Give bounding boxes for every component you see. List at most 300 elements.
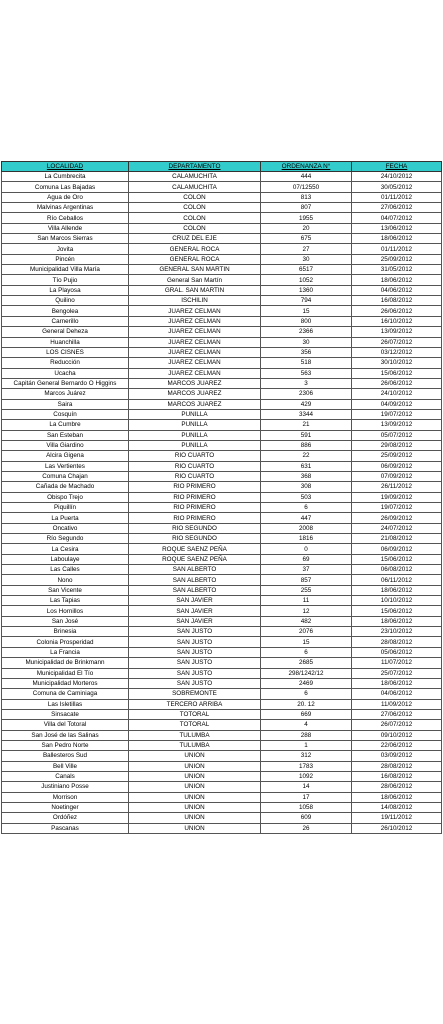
cell-departamento: PUNILLA [129, 420, 261, 430]
cell-departamento: GRAL. SAN MARTIN [129, 285, 261, 295]
cell-departamento: SAN ALBERTO [129, 585, 261, 595]
cell-fecha: 26/10/2012 [352, 823, 442, 833]
cell-localidad: La Cumbre [2, 420, 129, 430]
table-row [2, 409, 442, 419]
cell-ordenanza: 503 [261, 492, 352, 502]
cell-localidad: Oncativo [2, 523, 129, 533]
table-row [2, 668, 442, 678]
cell-ordenanza: 298/1242/12 [261, 668, 352, 678]
cell-localidad: Las Tapias [2, 596, 129, 606]
table-row [2, 203, 442, 213]
cell-fecha: 04/07/2012 [352, 213, 442, 223]
cell-ordenanza: 886 [261, 440, 352, 450]
table-row [2, 482, 442, 492]
cell-ordenanza: 1052 [261, 275, 352, 285]
cell-localidad: Municipalidad de Brinkmann [2, 658, 129, 668]
cell-departamento: JUAREZ CELMAN [129, 306, 261, 316]
cell-departamento: TERCERO ARRIBA [129, 699, 261, 709]
table-row [2, 647, 442, 657]
cell-departamento: SAN JUSTO [129, 668, 261, 678]
table-row [2, 730, 442, 740]
cell-ordenanza: 6517 [261, 265, 352, 275]
cell-ordenanza: 1955 [261, 213, 352, 223]
cell-ordenanza: 312 [261, 751, 352, 761]
cell-fecha: 04/09/2012 [352, 399, 442, 409]
table-row [2, 368, 442, 378]
table-row [2, 751, 442, 761]
cell-ordenanza: 4 [261, 720, 352, 730]
cell-localidad: Pincén [2, 254, 129, 264]
cell-departamento: JUAREZ CELMAN [129, 337, 261, 347]
cell-fecha: 31/05/2012 [352, 265, 442, 275]
cell-fecha: 27/06/2012 [352, 709, 442, 719]
table-row [2, 254, 442, 264]
cell-departamento: GENERAL SAN MARTIN [129, 265, 261, 275]
cell-departamento: ROQUE SAENZ PEÑA [129, 544, 261, 554]
cell-departamento: SOBREMONTE [129, 689, 261, 699]
table-row [2, 306, 442, 316]
cell-localidad: Justiniano Posse [2, 782, 129, 792]
cell-localidad: Río Ceballos [2, 213, 129, 223]
cell-localidad: Las Calles [2, 565, 129, 575]
cell-localidad: La Cesira [2, 544, 129, 554]
cell-departamento: SAN JUSTO [129, 627, 261, 637]
cell-fecha: 26/06/2012 [352, 378, 442, 388]
cell-ordenanza: 21 [261, 420, 352, 430]
header-fecha: FECHA [352, 162, 442, 172]
cell-fecha: 26/06/2012 [352, 306, 442, 316]
cell-departamento: RIO PRIMERO [129, 513, 261, 523]
cell-fecha: 05/07/2012 [352, 430, 442, 440]
cell-ordenanza: 2685 [261, 658, 352, 668]
table-row [2, 192, 442, 202]
cell-ordenanza: 15 [261, 637, 352, 647]
table-row [2, 575, 442, 585]
cell-departamento: JUAREZ CELMAN [129, 316, 261, 326]
table-row [2, 378, 442, 388]
cell-departamento: UNION [129, 802, 261, 812]
cell-localidad: Municipalidad El Tío [2, 668, 129, 678]
cell-localidad: San Esteban [2, 430, 129, 440]
table-row [2, 658, 442, 668]
table-row [2, 389, 442, 399]
cell-localidad: Municipalidad Morteros [2, 678, 129, 688]
cell-ordenanza: 1816 [261, 534, 352, 544]
table-row [2, 616, 442, 626]
cell-departamento: SAN JUSTO [129, 647, 261, 657]
cell-fecha: 26/07/2012 [352, 720, 442, 730]
cell-fecha: 18/06/2012 [352, 616, 442, 626]
cell-fecha: 13/09/2012 [352, 327, 442, 337]
cell-localidad: Ordóñez [2, 813, 129, 823]
cell-ordenanza: 22 [261, 451, 352, 461]
cell-fecha: 24/10/2012 [352, 389, 442, 399]
cell-ordenanza: 6 [261, 647, 352, 657]
table-row [2, 296, 442, 306]
cell-localidad: Bengolea [2, 306, 129, 316]
cell-departamento: UNION [129, 771, 261, 781]
table-row [2, 596, 442, 606]
cell-ordenanza: 288 [261, 730, 352, 740]
cell-ordenanza: 30 [261, 254, 352, 264]
cell-departamento: ROQUE SAENZ PEÑA [129, 554, 261, 564]
cell-ordenanza: 631 [261, 461, 352, 471]
cell-ordenanza: 69 [261, 554, 352, 564]
table-row [2, 534, 442, 544]
cell-fecha: 28/08/2012 [352, 637, 442, 647]
table-row [2, 771, 442, 781]
table-row [2, 265, 442, 275]
cell-departamento: CRUZ DEL EJE [129, 234, 261, 244]
cell-localidad: San José [2, 616, 129, 626]
cell-localidad: Las Vertientes [2, 461, 129, 471]
cell-ordenanza: 1058 [261, 802, 352, 812]
cell-localidad: Cosquín [2, 409, 129, 419]
cell-departamento: RIO CUARTO [129, 451, 261, 461]
cell-ordenanza: 07/12550 [261, 182, 352, 192]
cell-departamento: SAN JUSTO [129, 678, 261, 688]
table-row [2, 637, 442, 647]
cell-departamento: PUNILLA [129, 409, 261, 419]
cell-departamento: COLON [129, 192, 261, 202]
cell-fecha: 15/06/2012 [352, 554, 442, 564]
cell-departamento: CALAMUCHITA [129, 182, 261, 192]
header-departamento: DEPARTAMENTO [129, 162, 261, 172]
cell-fecha: 30/05/2012 [352, 182, 442, 192]
cell-fecha: 27/06/2012 [352, 203, 442, 213]
cell-departamento: PUNILLA [129, 430, 261, 440]
cell-ordenanza: 3 [261, 378, 352, 388]
cell-ordenanza: 356 [261, 347, 352, 357]
cell-localidad: San Vicente [2, 585, 129, 595]
cell-departamento: RIO CUARTO [129, 461, 261, 471]
cell-departamento: GENERAL ROCA [129, 254, 261, 264]
table-row [2, 451, 442, 461]
cell-fecha: 09/10/2012 [352, 730, 442, 740]
cell-ordenanza: 6 [261, 689, 352, 699]
cell-departamento: RIO PRIMERO [129, 482, 261, 492]
header-localidad: LOCALIDAD [2, 162, 129, 172]
table-row [2, 585, 442, 595]
table-row [2, 699, 442, 709]
cell-departamento: RIO PRIMERO [129, 492, 261, 502]
cell-fecha: 26/07/2012 [352, 337, 442, 347]
cell-fecha: 18/06/2012 [352, 234, 442, 244]
cell-localidad: Cañada de Machado [2, 482, 129, 492]
cell-ordenanza: 27 [261, 244, 352, 254]
table-row [2, 234, 442, 244]
cell-departamento: CALAMUCHITA [129, 172, 261, 182]
table-row [2, 275, 442, 285]
cell-localidad: San Marcos Sierras [2, 234, 129, 244]
cell-fecha: 16/08/2012 [352, 771, 442, 781]
cell-localidad: Noetinger [2, 802, 129, 812]
table-row [2, 678, 442, 688]
cell-ordenanza: 26 [261, 823, 352, 833]
table-row [2, 461, 442, 471]
table-row [2, 720, 442, 730]
cell-ordenanza: 12 [261, 606, 352, 616]
cell-fecha: 25/09/2012 [352, 451, 442, 461]
cell-ordenanza: 2469 [261, 678, 352, 688]
table-row [2, 440, 442, 450]
cell-ordenanza: 800 [261, 316, 352, 326]
cell-fecha: 01/11/2012 [352, 244, 442, 254]
cell-fecha: 11/09/2012 [352, 699, 442, 709]
cell-localidad: Colonia Prosperidad [2, 637, 129, 647]
cell-fecha: 14/08/2012 [352, 802, 442, 812]
cell-departamento: UNION [129, 823, 261, 833]
table-row [2, 503, 442, 513]
cell-departamento: UNION [129, 751, 261, 761]
cell-ordenanza: 15 [261, 306, 352, 316]
cell-localidad: Bell Ville [2, 761, 129, 771]
table-row [2, 172, 442, 182]
cell-localidad: Malvinas Argentinas [2, 203, 129, 213]
cell-fecha: 22/06/2012 [352, 740, 442, 750]
table-row [2, 285, 442, 295]
cell-fecha: 21/08/2012 [352, 534, 442, 544]
cell-departamento: JUAREZ CELMAN [129, 358, 261, 368]
cell-localidad: Río Segundo [2, 534, 129, 544]
cell-localidad: Municipalidad Villa María [2, 265, 129, 275]
cell-departamento: UNION [129, 761, 261, 771]
cell-ordenanza: 255 [261, 585, 352, 595]
cell-ordenanza: 20. 12 [261, 699, 352, 709]
cell-localidad: Alcira Gigena [2, 451, 129, 461]
cell-departamento: SAN ALBERTO [129, 575, 261, 585]
cell-ordenanza: 11 [261, 596, 352, 606]
table-row [2, 471, 442, 481]
cell-localidad: La Playosa [2, 285, 129, 295]
cell-localidad: Comuna de Caminiaga [2, 689, 129, 699]
cell-fecha: 06/11/2012 [352, 575, 442, 585]
cell-ordenanza: 2366 [261, 327, 352, 337]
cell-fecha: 16/08/2012 [352, 296, 442, 306]
cell-fecha: 24/10/2012 [352, 172, 442, 182]
cell-departamento: General San Martín [129, 275, 261, 285]
cell-departamento: SAN JUSTO [129, 658, 261, 668]
cell-localidad: Los Hornillos [2, 606, 129, 616]
cell-ordenanza: 482 [261, 616, 352, 626]
cell-localidad: San José de las Salinas [2, 730, 129, 740]
table-row [2, 347, 442, 357]
cell-departamento: RIO PRIMERO [129, 503, 261, 513]
cell-localidad: Piquillín [2, 503, 129, 513]
cell-localidad: La Cumbrecita [2, 172, 129, 182]
cell-localidad: La Francia [2, 647, 129, 657]
cell-departamento: GENERAL ROCA [129, 244, 261, 254]
cell-ordenanza: 14 [261, 782, 352, 792]
cell-fecha: 16/10/2012 [352, 316, 442, 326]
cell-localidad: Canals [2, 771, 129, 781]
cell-departamento: UNION [129, 782, 261, 792]
cell-fecha: 10/10/2012 [352, 596, 442, 606]
cell-localidad: La Puerta [2, 513, 129, 523]
cell-fecha: 03/12/2012 [352, 347, 442, 357]
cell-departamento: PUNILLA [129, 440, 261, 450]
cell-fecha: 18/06/2012 [352, 275, 442, 285]
table-row [2, 627, 442, 637]
cell-departamento: TULUMBA [129, 730, 261, 740]
table-row [2, 492, 442, 502]
cell-departamento: RIO SEGUNDO [129, 523, 261, 533]
cell-localidad: Obispo Trejo [2, 492, 129, 502]
table-row [2, 244, 442, 254]
cell-localidad: Brinesia [2, 627, 129, 637]
cell-ordenanza: 6 [261, 503, 352, 513]
cell-fecha: 15/06/2012 [352, 606, 442, 616]
cell-fecha: 26/09/2012 [352, 513, 442, 523]
cell-departamento: MARCOS JUAREZ [129, 378, 261, 388]
cell-ordenanza: 17 [261, 792, 352, 802]
cell-localidad: Villa del Totoral [2, 720, 129, 730]
cell-ordenanza: 0 [261, 544, 352, 554]
cell-ordenanza: 563 [261, 368, 352, 378]
table-row [2, 182, 442, 192]
table-row [2, 513, 442, 523]
cell-localidad: Saira [2, 399, 129, 409]
cell-ordenanza: 1 [261, 740, 352, 750]
cell-fecha: 06/09/2012 [352, 461, 442, 471]
cell-ordenanza: 591 [261, 430, 352, 440]
cell-localidad: Quilino [2, 296, 129, 306]
table-row [2, 792, 442, 802]
cell-fecha: 13/09/2012 [352, 420, 442, 430]
cell-fecha: 19/07/2012 [352, 503, 442, 513]
cell-fecha: 19/11/2012 [352, 813, 442, 823]
table-row [2, 213, 442, 223]
table-row [2, 523, 442, 533]
cell-ordenanza: 609 [261, 813, 352, 823]
cell-departamento: SAN JAVIER [129, 596, 261, 606]
table-row [2, 689, 442, 699]
cell-ordenanza: 2008 [261, 523, 352, 533]
cell-localidad: Agua de Oro [2, 192, 129, 202]
cell-departamento: SAN JAVIER [129, 606, 261, 616]
cell-ordenanza: 794 [261, 296, 352, 306]
cell-ordenanza: 813 [261, 192, 352, 202]
cell-ordenanza: 368 [261, 471, 352, 481]
cell-fecha: 13/06/2012 [352, 223, 442, 233]
table-row [2, 316, 442, 326]
table-row [2, 606, 442, 616]
table-row [2, 544, 442, 554]
cell-ordenanza: 30 [261, 337, 352, 347]
cell-ordenanza: 857 [261, 575, 352, 585]
cell-fecha: 30/10/2012 [352, 358, 442, 368]
cell-departamento: RIO SEGUNDO [129, 534, 261, 544]
cell-ordenanza: 37 [261, 565, 352, 575]
cell-localidad: Comuna Las Bajadas [2, 182, 129, 192]
cell-ordenanza: 447 [261, 513, 352, 523]
cell-localidad: Sinsacate [2, 709, 129, 719]
table-row [2, 802, 442, 812]
cell-departamento: TOTORAL [129, 720, 261, 730]
cell-localidad: General Deheza [2, 327, 129, 337]
table-row [2, 399, 442, 409]
cell-fecha: 18/06/2012 [352, 585, 442, 595]
table-row [2, 327, 442, 337]
cell-localidad: Las Isletillas [2, 699, 129, 709]
cell-ordenanza: 3344 [261, 409, 352, 419]
cell-localidad: LOS CISNES [2, 347, 129, 357]
cell-ordenanza: 1360 [261, 285, 352, 295]
cell-localidad: Ucacha [2, 368, 129, 378]
cell-fecha: 19/07/2012 [352, 409, 442, 419]
cell-fecha: 05/06/2012 [352, 647, 442, 657]
cell-fecha: 11/07/2012 [352, 658, 442, 668]
cell-localidad: Villa Allende [2, 223, 129, 233]
cell-ordenanza: 308 [261, 482, 352, 492]
cell-localidad: Villa Giardino [2, 440, 129, 450]
cell-fecha: 23/10/2012 [352, 627, 442, 637]
cell-localidad: Pascanas [2, 823, 129, 833]
cell-ordenanza: 1092 [261, 771, 352, 781]
cell-departamento: SAN JAVIER [129, 616, 261, 626]
table-row [2, 823, 442, 833]
cell-fecha: 28/08/2012 [352, 761, 442, 771]
cell-localidad: Comuna Chajan [2, 471, 129, 481]
cell-ordenanza: 518 [261, 358, 352, 368]
header-ordenanza: ORDENANZA N° [261, 162, 352, 172]
cell-fecha: 19/09/2012 [352, 492, 442, 502]
cell-fecha: 04/06/2012 [352, 689, 442, 699]
cell-fecha: 07/09/2012 [352, 471, 442, 481]
table-row [2, 740, 442, 750]
table-row [2, 430, 442, 440]
cell-localidad: Ballesteros Sud [2, 751, 129, 761]
cell-fecha: 01/11/2012 [352, 192, 442, 202]
cell-ordenanza: 675 [261, 234, 352, 244]
cell-departamento: UNION [129, 792, 261, 802]
cell-departamento: COLON [129, 213, 261, 223]
table-row [2, 709, 442, 719]
cell-fecha: 25/07/2012 [352, 668, 442, 678]
cell-ordenanza: 2076 [261, 627, 352, 637]
cell-departamento: RIO CUARTO [129, 471, 261, 481]
header-row [2, 162, 442, 172]
cell-fecha: 06/09/2012 [352, 544, 442, 554]
cell-ordenanza: 429 [261, 399, 352, 409]
table-row [2, 358, 442, 368]
table-row [2, 761, 442, 771]
table-row [2, 565, 442, 575]
cell-departamento: COLON [129, 203, 261, 213]
cell-fecha: 29/08/2012 [352, 440, 442, 450]
cell-departamento: MARCOS JUAREZ [129, 399, 261, 409]
cell-localidad: Nono [2, 575, 129, 585]
cell-localidad: Morrison [2, 792, 129, 802]
cell-fecha: 06/08/2012 [352, 565, 442, 575]
cell-departamento: COLON [129, 223, 261, 233]
cell-departamento: SAN ALBERTO [129, 565, 261, 575]
cell-fecha: 28/06/2012 [352, 782, 442, 792]
cell-localidad: Marcos Juárez [2, 389, 129, 399]
cell-departamento: JUAREZ CELMAN [129, 368, 261, 378]
cell-fecha: 25/09/2012 [352, 254, 442, 264]
cell-fecha: 04/06/2012 [352, 285, 442, 295]
ordinance-table [1, 161, 442, 834]
cell-fecha: 26/11/2012 [352, 482, 442, 492]
cell-localidad: Reducción [2, 358, 129, 368]
cell-localidad: San Pedro Norte [2, 740, 129, 750]
cell-departamento: MARCOS JUAREZ [129, 389, 261, 399]
table-row [2, 782, 442, 792]
cell-localidad: Carnerillo [2, 316, 129, 326]
cell-fecha: 18/06/2012 [352, 792, 442, 802]
cell-departamento: TULUMBA [129, 740, 261, 750]
